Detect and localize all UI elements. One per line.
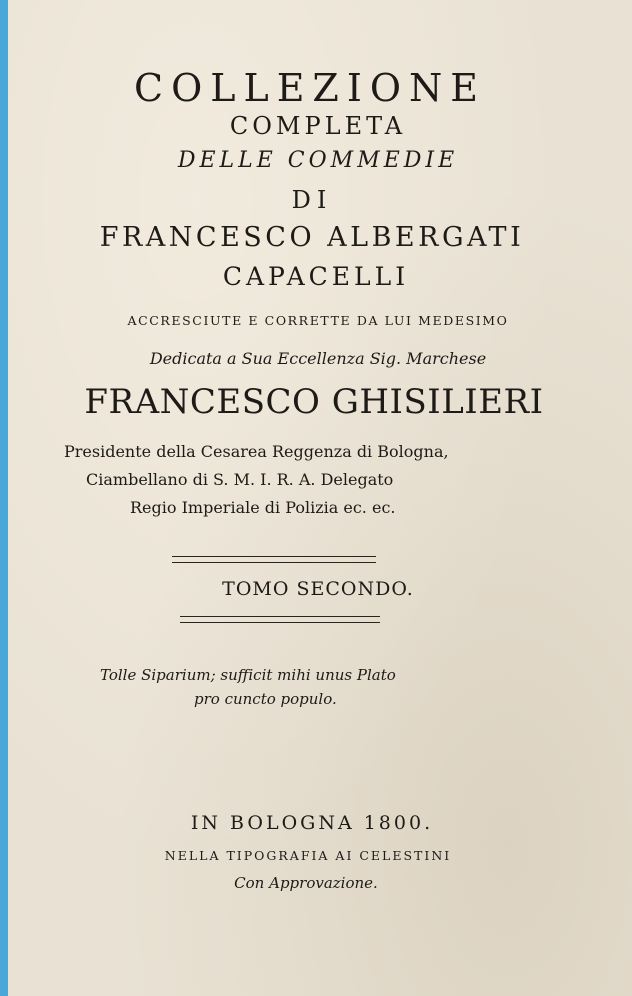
patron-title-line: Presidente della Cesarea Reggenza di Bologna, [64, 442, 449, 461]
title-completa: COMPLETA [229, 112, 407, 140]
patron-title-line: Regio Imperiale di Polizia ec. ec. [130, 498, 396, 517]
motto-line: Tolle Siparium; sufficit mihi unus Plato [100, 666, 396, 684]
divider-rule [172, 556, 376, 557]
title-delle-commedie: DELLE COMMEDIE [177, 148, 459, 173]
author-surname: CAPACELLI [222, 262, 410, 291]
author-name: FRANCESCO ALBERGATI [99, 222, 525, 253]
divider-rule [172, 562, 376, 563]
motto-line: pro cuncto populo. [194, 690, 337, 708]
title-collezione: COLLEZIONE [134, 66, 486, 110]
printer: NELLA TIPOGRAFIA AI CELESTINI [164, 848, 452, 863]
imprint: IN BOLOGNA 1800. [190, 812, 434, 834]
title-di: DI [291, 186, 333, 214]
dedication: Dedicata a Sua Eccellenza Sig. Marchese [149, 349, 487, 368]
volume-label: TOMO SECONDO. [222, 578, 414, 600]
divider-rule [180, 622, 380, 623]
divider-rule [180, 616, 380, 617]
subtitle: ACCRESCIUTE E CORRETTE DA LUI MEDESIMO [127, 313, 509, 328]
patron-name: FRANCESCO GHISILIERI [84, 382, 544, 422]
approval: Con Approvazione. [234, 874, 378, 892]
title-page [8, 0, 632, 996]
patron-title-line: Ciambellano di S. M. I. R. A. Delegato [86, 470, 394, 489]
